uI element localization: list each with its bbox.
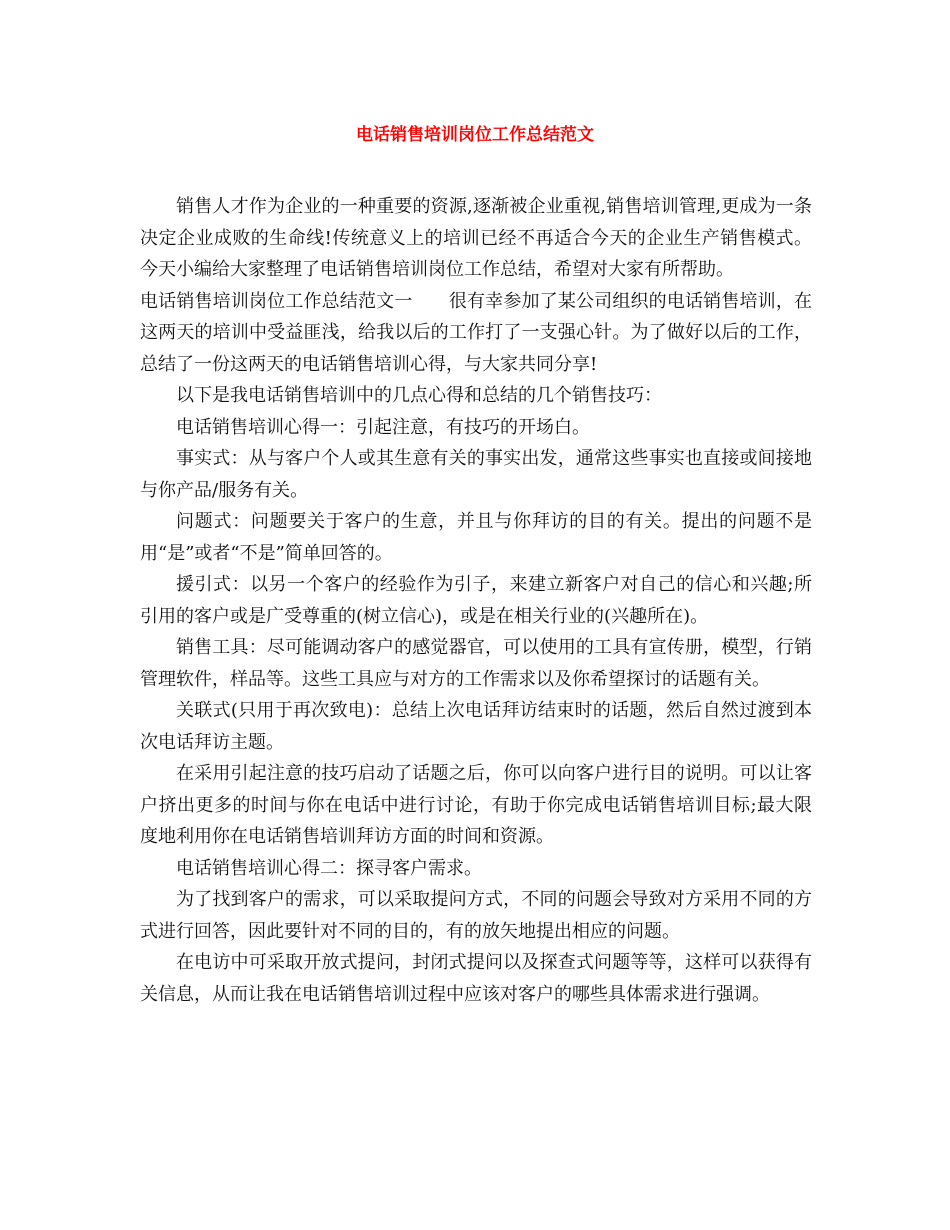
paragraph: 电话销售培训心得一：引起注意，有技巧的开场白。 bbox=[176, 416, 590, 438]
paragraph: 为了找到客户的需求，可以采取提问方式，不同的问题会导致对方采用不同的方式进行回答，因此要针对不同的目的，有的放矢地提出相应的问题。 bbox=[140, 889, 812, 942]
paragraph: 事实式：从与客户个人或其生意有关的事实出发，通常这些事实也直接或间接地与你产品/服务有关。 bbox=[140, 448, 812, 501]
paragraph: 援引式：以另一个客户的经验作为引子，来建立新客户对自己的信心和兴趣;所引用的客户或是广受尊重的(树立信心)，或是在相关行业的(兴趣所在)。 bbox=[140, 574, 812, 627]
paragraph: 电话销售培训心得二：探寻客户需求。 bbox=[176, 857, 482, 879]
paragraph: 电话销售培训岗位工作总结范文一 很有幸参加了某公司组织的电话销售培训，在这两天的培训中受益匪浅，给我以后的工作打了一支强心针。为了做好以后的工作，总结了一份这两天的电话销售培训心得，与大家共同分享! bbox=[140, 290, 812, 375]
paragraph: 在采用引起注意的技巧启动了话题之后，你可以向客户进行目的说明。可以让客户挤出更多的时间与你在电话中进行讨论，有助于你完成电话销售培训目标;最大限度地利用你在电话销售培训拜访方面的时间和资源。 bbox=[140, 763, 812, 847]
document-title: 电话销售培训岗位工作总结范文 bbox=[356, 125, 594, 145]
paragraph: 以下是我电话销售培训中的几点心得和总结的几个销售技巧： bbox=[176, 385, 662, 406]
document-body bbox=[140, 191, 812, 1010]
paragraph: 问题式：问题要关于客户的生意，并且与你拜访的目的有关。提出的问题不是用“是”或者“不是”简单回答的。 bbox=[140, 511, 812, 564]
paragraph: 在电访中可采取开放式提问，封闭式提问以及探查式问题等等，这样可以获得有关信息，从而让我在电话销售培训过程中应该对客户的哪些具体需求进行强调。 bbox=[140, 952, 812, 1005]
paragraph: 关联式(只用于再次致电)：总结上次电话拜访结束时的话题，然后自然过渡到本次电话拜访主题。 bbox=[140, 700, 812, 753]
paragraph: 销售人才作为企业的一种重要的资源,逐渐被企业重视,销售培训管理,更成为一条决定企业成败的生命线!传统意义上的培训已经不再适合今天的企业生产销售模式。今天小编给大家整理了电话销售培训岗位工作总结，希望对大家有所帮助。 bbox=[140, 196, 812, 280]
paragraph: 销售工具：尽可能调动客户的感觉器官，可以使用的工具有宣传册，模型，行销管理软件，样品等。这些工具应与对方的工作需求以及你希望探讨的话题有关。 bbox=[140, 637, 812, 690]
